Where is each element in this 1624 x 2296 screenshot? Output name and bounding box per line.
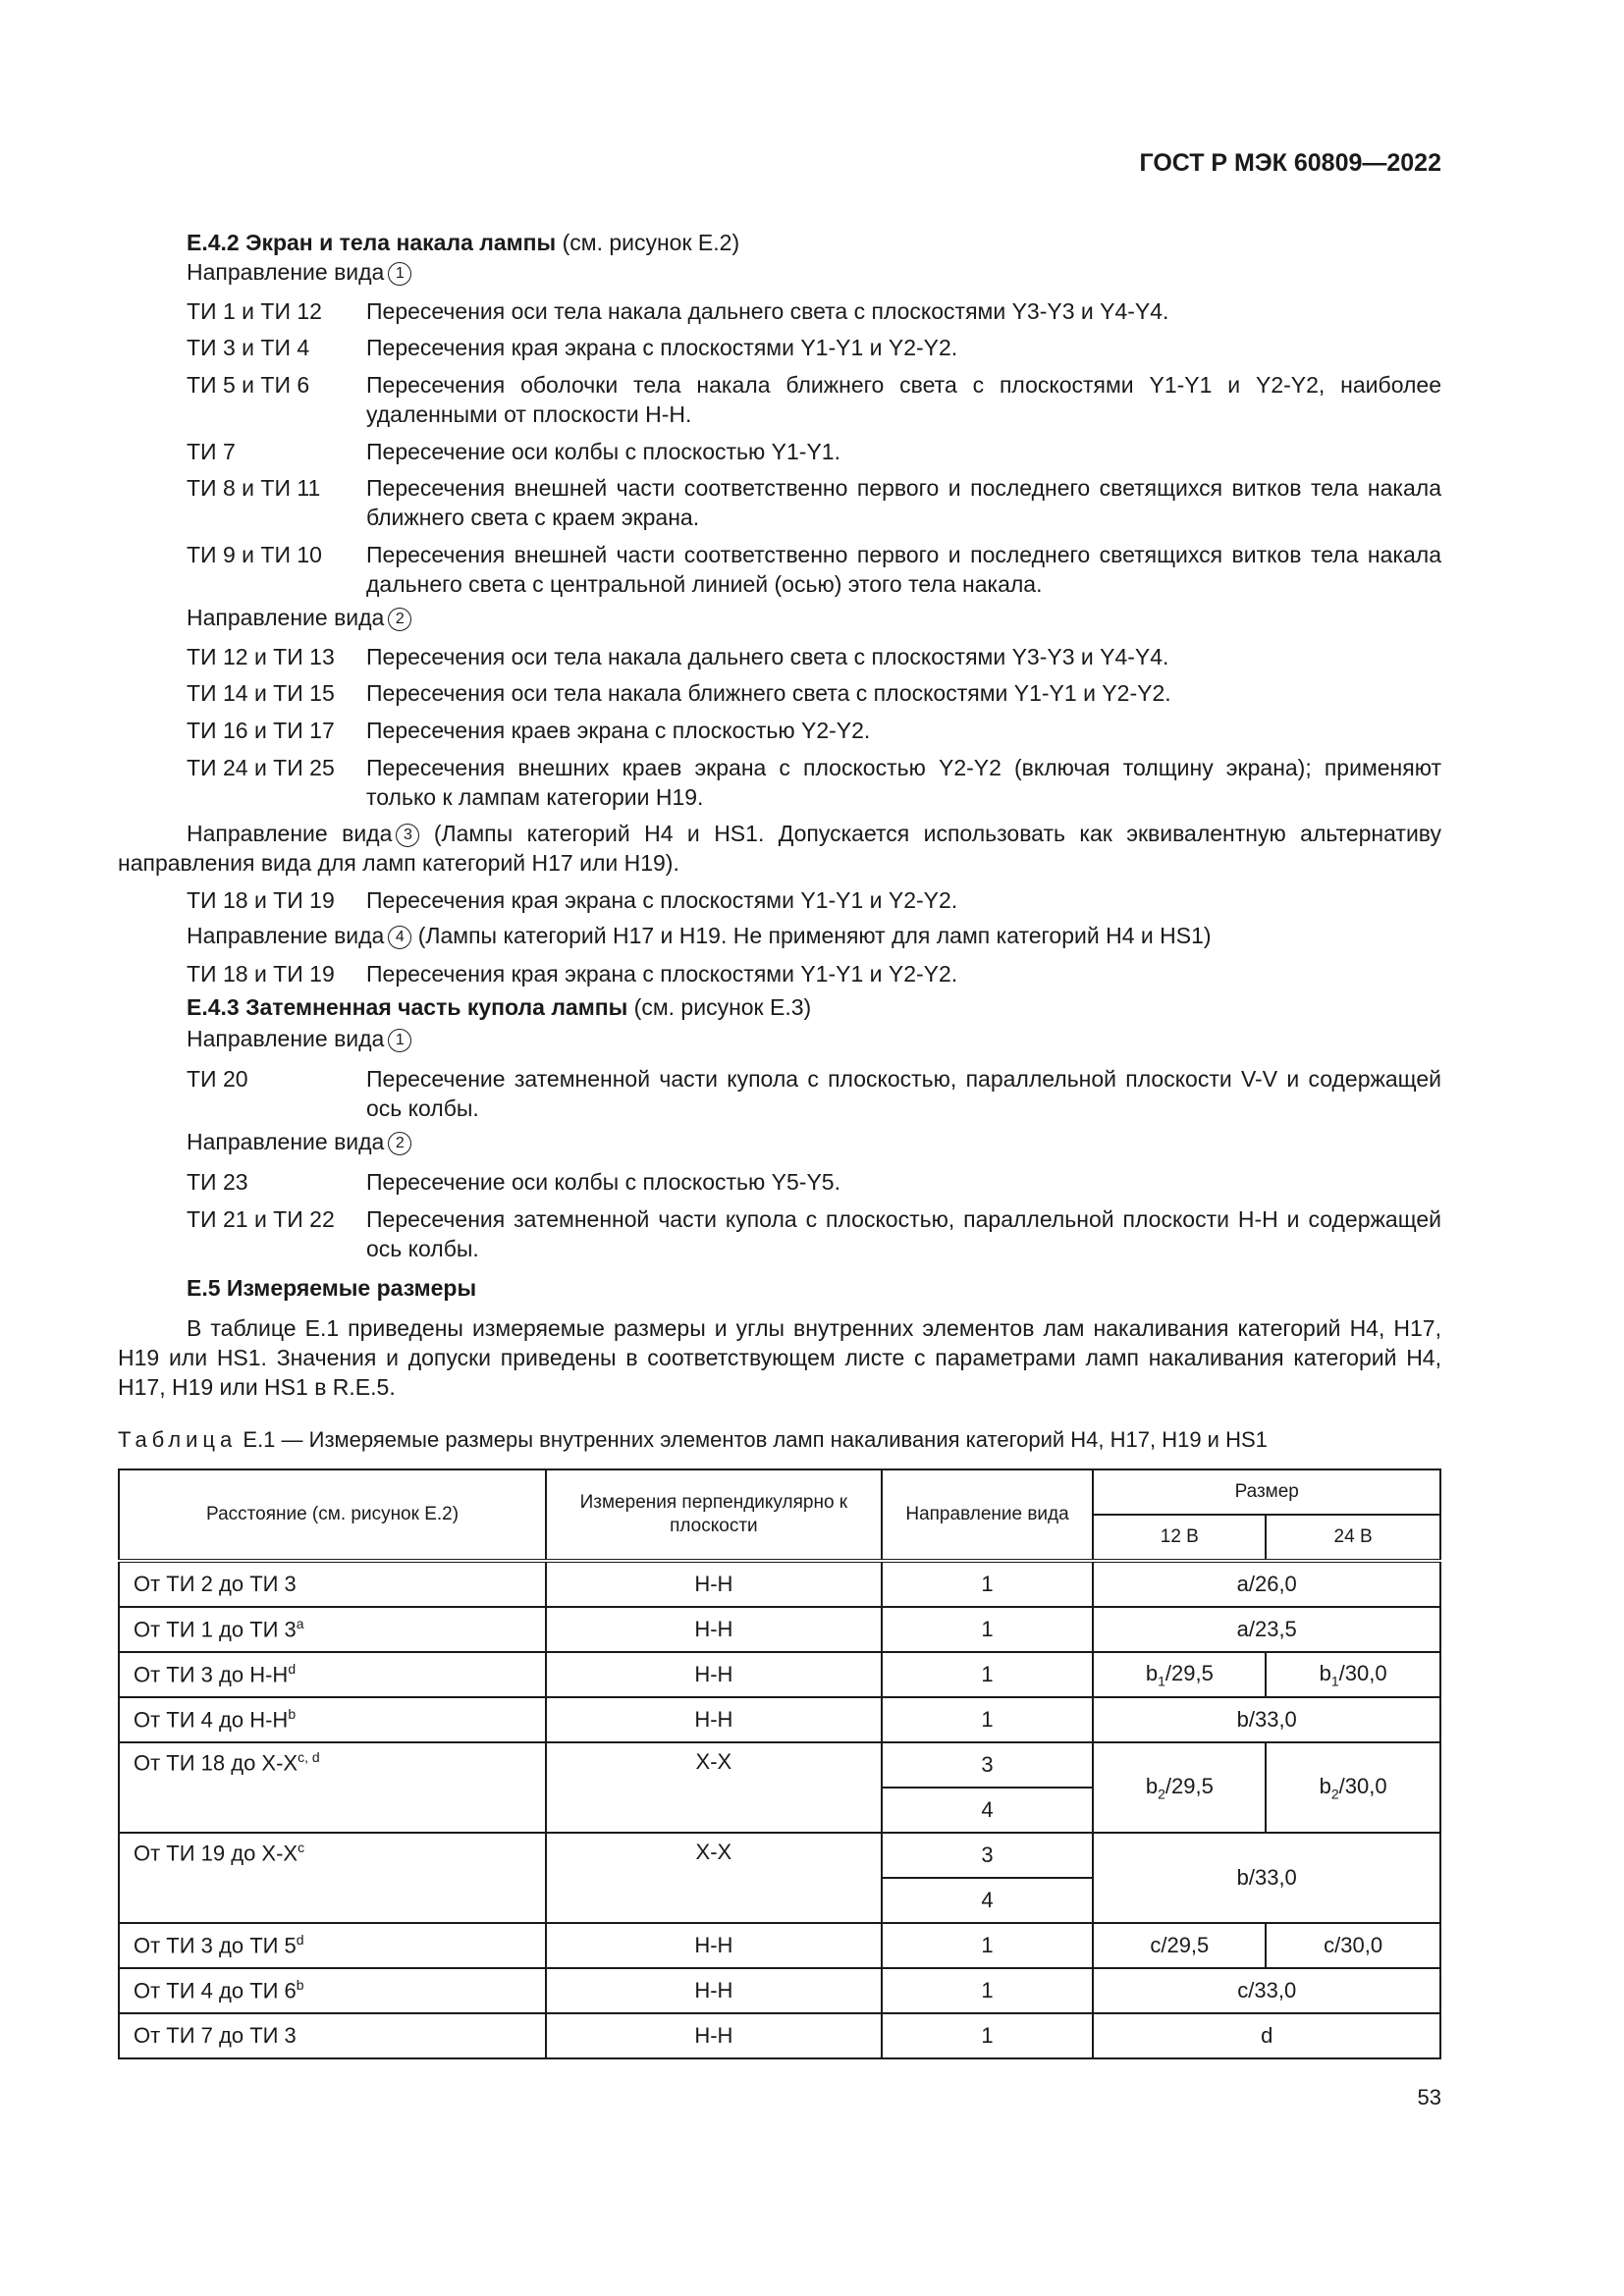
size-cell-v24 <box>1266 1742 1440 1833</box>
list-item <box>187 1064 1441 1123</box>
header-perpendicular: Измерения перпендикулярно к плоскости <box>546 1469 882 1561</box>
table-row <box>119 2013 1440 2058</box>
list-item <box>187 885 1441 915</box>
item-label: ТИ 20 <box>187 1066 248 1092</box>
distance-cell <box>119 1561 546 1607</box>
distance-text: От ТИ 19 до X-X <box>134 1841 298 1866</box>
distance-cell <box>119 1607 546 1652</box>
item-label: ТИ 18 и ТИ 19 <box>187 887 335 913</box>
direction-cell: 1 <box>882 1561 1094 1607</box>
size-cell-v12 <box>1093 1652 1266 1697</box>
item-label: ТИ 8 и ТИ 11 <box>187 475 321 501</box>
distance-text: От ТИ 4 до H-H <box>134 1707 289 1733</box>
item-text: Пересечения края экрана с плоскостями Y1-Y1 и Y2-Y2. <box>366 335 958 360</box>
item-text: Пересечение оси колбы с плоскостью Y5-Y5. <box>366 1169 840 1195</box>
measurements-table <box>118 1468 1441 2059</box>
footnote-ref: c, d <box>298 1749 320 1765</box>
item-text: Пересечения оси тела накала дальнего света с плоскостями Y3-Y3 и Y4-Y4. <box>366 644 1169 669</box>
paragraph: В таблице Е.1 приведены измеряемые размеры и углы внутренних элементов лам накаливания категорий H4, H17, H19 или HS1. Значения и допуски приведены в соответствующем листе с параметрами ламп накаливания категорий H4, H17, H19 или HS1 в R.E.5. <box>118 1315 1441 1400</box>
heading-ref: (см. рисунок Е.2) <box>562 230 740 255</box>
item-text: Пересечения края экрана с плоскостями Y1-Y1 и Y2-Y2. <box>366 887 958 913</box>
distance-cell <box>119 1652 546 1697</box>
circled-number: 1 <box>388 1029 411 1052</box>
heading-text: Е.4.3 Затемненная часть купола лампы <box>187 994 628 1020</box>
item-label: ТИ 12 и ТИ 13 <box>187 644 335 669</box>
direction-cell: 1 <box>882 2013 1094 2058</box>
list-item <box>187 1167 1441 1197</box>
list-item <box>187 1204 1441 1263</box>
direction-cell: 4 <box>882 1788 1094 1833</box>
header-direction: Направление вида <box>882 1469 1094 1561</box>
size-cell: a/23,5 <box>1093 1607 1440 1652</box>
item-label: ТИ 16 и ТИ 17 <box>187 718 335 743</box>
item-label: ТИ 3 и ТИ 4 <box>187 335 310 360</box>
perpendicular-cell: H-H <box>546 1607 882 1652</box>
item-text: Пересечения внешних краев экрана с плоскостью Y2-Y2 (включая толщину экрана); применяют только к лампам категории H19. <box>366 755 1441 810</box>
size-subscript: 1 <box>1330 1673 1339 1689</box>
table-row <box>119 1561 1440 1607</box>
list-item <box>187 370 1441 429</box>
section-heading-e5: Е.5 Измеряемые размеры <box>187 1275 477 1301</box>
item-label: ТИ 18 и ТИ 19 <box>187 961 335 987</box>
list-item <box>187 716 1441 745</box>
direction-cell: 4 <box>882 1878 1094 1923</box>
item-text: Пересечение оси колбы с плоскостью Y1-Y1. <box>366 439 840 464</box>
item-label: ТИ 24 и ТИ 25 <box>187 755 335 780</box>
caption-prefix: Таблица <box>118 1427 238 1452</box>
view-direction-1 <box>187 259 411 286</box>
size-value: b <box>1145 1660 1159 1685</box>
list-item <box>187 437 1441 466</box>
distance-text: От ТИ 2 до ТИ 3 <box>134 1572 297 1596</box>
distance-text: От ТИ 18 до X-X <box>134 1750 298 1776</box>
perpendicular-cell: X-X <box>546 1833 882 1923</box>
size-value: b <box>1319 1660 1331 1685</box>
size-subscript: 2 <box>1330 1786 1339 1802</box>
dir-label: Направление вида <box>187 1129 385 1154</box>
item-label: ТИ 14 и ТИ 15 <box>187 680 335 706</box>
table-row <box>119 1607 1440 1652</box>
size-cell: a/26,0 <box>1093 1561 1440 1607</box>
section-heading-e42 <box>187 230 739 256</box>
circled-number: 4 <box>388 926 411 949</box>
item-text: Пересечения оболочки тела накала ближнего света с плоскостями Y1-Y1 и Y2-Y2, наиболее удаленными от плоскости H-H. <box>366 372 1441 427</box>
view-direction-4 <box>187 923 1212 949</box>
item-text: Пересечения затемненной части купола с плоскостью, параллельной плоскости H-H и содержащей ось колбы. <box>366 1206 1441 1261</box>
size-value-rest: /30,0 <box>1338 1773 1387 1798</box>
size-value-rest: /30,0 <box>1338 1660 1387 1685</box>
size-value-rest: /29,5 <box>1164 1773 1214 1798</box>
item-label: ТИ 23 <box>187 1169 248 1195</box>
distance-text: От ТИ 7 до ТИ 3 <box>134 2023 297 2048</box>
item-text: Пересечение затемненной части купола с плоскостью, параллельной плоскости V-V и содержащей ось колбы. <box>366 1066 1441 1121</box>
size-cell-v12 <box>1093 1742 1266 1833</box>
view-direction-2 <box>187 605 411 631</box>
table-row <box>119 1968 1440 2013</box>
circled-number: 2 <box>388 608 411 631</box>
item-label: ТИ 9 и ТИ 10 <box>187 542 322 567</box>
perpendicular-cell: H-H <box>546 1968 882 2013</box>
view-direction-2 <box>187 1129 411 1155</box>
distance-cell <box>119 1697 546 1742</box>
page-number: 53 <box>1417 2085 1441 2109</box>
distance-cell <box>119 1833 546 1923</box>
document-id: ГОСТ Р МЭК 60809—2022 <box>1139 149 1441 177</box>
dir-label: Направление вида <box>187 259 385 285</box>
heading-text: Е.4.2 Экран и тела накала лампы <box>187 230 557 255</box>
footnote-ref: a <box>296 1616 304 1632</box>
item-label: ТИ 5 и ТИ 6 <box>187 372 310 398</box>
size-value: b <box>1145 1773 1159 1798</box>
distance-text: От ТИ 4 до ТИ 6 <box>134 1978 297 2003</box>
list-item <box>187 333 1441 362</box>
direction-cell: 1 <box>882 1652 1094 1697</box>
item-label: ТИ 1 и ТИ 12 <box>187 298 322 324</box>
list-item <box>187 296 1441 326</box>
size-cell: b/33,0 <box>1093 1833 1440 1923</box>
item-label: ТИ 21 и ТИ 22 <box>187 1206 335 1232</box>
list-item <box>187 540 1441 599</box>
item-label: ТИ 7 <box>187 439 236 464</box>
item-text: Пересечения внешней части соответственно первого и последнего светящихся витков тела накала дальнего света с центральной линией (осью) этого тела накала. <box>366 542 1441 597</box>
direction-cell: 1 <box>882 1697 1094 1742</box>
table-row <box>119 1742 1440 1788</box>
distance-text: От ТИ 3 до H-H <box>134 1662 289 1687</box>
direction-cell: 3 <box>882 1833 1094 1878</box>
distance-text: От ТИ 3 до ТИ 5 <box>134 1933 297 1958</box>
dir-note: (Лампы категорий H4 и HS1. Допускается использовать как эквивалентную альтернативу направления вида для ламп категорий H17 или H19). <box>118 821 1442 876</box>
perpendicular-cell: H-H <box>546 2013 882 2058</box>
list-item <box>187 642 1441 671</box>
dir-label: Направление вида <box>187 605 385 630</box>
distance-cell <box>119 1968 546 2013</box>
perpendicular-cell: H-H <box>546 1561 882 1607</box>
table-row <box>119 1833 1440 1878</box>
circled-number: 2 <box>388 1132 411 1155</box>
header-12v: 12 В <box>1093 1515 1266 1561</box>
list-item <box>187 753 1441 812</box>
direction-cell: 1 <box>882 1923 1094 1968</box>
size-cell-v12 <box>1093 1923 1266 1968</box>
footnote-ref: c <box>298 1840 305 1855</box>
direction-cell: 1 <box>882 1607 1094 1652</box>
size-value-rest: /29,5 <box>1164 1660 1214 1685</box>
table-row <box>119 1697 1440 1742</box>
list-item <box>187 678 1441 708</box>
dir-label: Направление вида <box>187 821 393 846</box>
table-caption <box>118 1427 1268 1453</box>
direction-cell: 3 <box>882 1742 1094 1788</box>
size-subscript: 2 <box>1158 1786 1165 1802</box>
table-row <box>119 1652 1440 1697</box>
perpendicular-cell: H-H <box>546 1697 882 1742</box>
item-text: Пересечения краев экрана с плоскостью Y2-Y2. <box>366 718 871 743</box>
header-size: Размер <box>1093 1469 1440 1515</box>
footnote-ref: b <box>296 1977 304 1994</box>
item-text: Пересечения оси тела накала дальнего света с плоскостями Y3-Y3 и Y4-Y4. <box>366 298 1169 324</box>
item-text: Пересечения края экрана с плоскостями Y1-Y1 и Y2-Y2. <box>366 961 958 987</box>
footnote-ref: b <box>288 1706 297 1723</box>
table-row <box>119 1923 1440 1968</box>
distance-text: От ТИ 1 до ТИ 3 <box>134 1617 297 1642</box>
footnote-ref: d <box>296 1932 304 1949</box>
size-value: c/30,0 <box>1324 1933 1383 1957</box>
item-text: Пересечения внешней части соответственно первого и последнего светящихся витков тела накала ближнего света с краем экрана. <box>366 475 1441 530</box>
distance-cell <box>119 1742 546 1833</box>
direction-cell: 1 <box>882 1968 1094 2013</box>
perpendicular-cell: H-H <box>546 1652 882 1697</box>
circled-number: 3 <box>396 824 419 847</box>
size-cell-v24 <box>1266 1923 1440 1968</box>
view-direction-1 <box>187 1026 411 1052</box>
size-cell: c/33,0 <box>1093 1968 1440 2013</box>
header-24v: 24 В <box>1266 1515 1440 1561</box>
size-subscript: 1 <box>1158 1673 1165 1689</box>
size-value: b <box>1319 1773 1331 1798</box>
footnote-ref: d <box>288 1661 297 1678</box>
view-direction-3 <box>118 819 1441 878</box>
size-cell: b/33,0 <box>1093 1697 1440 1742</box>
dir-note: (Лампы категорий H17 и H19. Не применяют для ламп категорий H4 и HS1) <box>417 923 1212 948</box>
heading-ref: (см. рисунок Е.3) <box>633 994 812 1020</box>
perpendicular-cell: H-H <box>546 1923 882 1968</box>
item-text: Пересечения оси тела накала ближнего света с плоскостями Y1-Y1 и Y2-Y2. <box>366 680 1171 706</box>
section-heading-e43 <box>187 994 811 1021</box>
size-cell-v24 <box>1266 1652 1440 1697</box>
distance-cell <box>119 1923 546 1968</box>
header-distance: Расстояние (см. рисунок Е.2) <box>119 1469 546 1561</box>
size-cell: d <box>1093 2013 1440 2058</box>
distance-cell <box>119 2013 546 2058</box>
circled-number: 1 <box>388 262 411 286</box>
list-item <box>187 959 1441 988</box>
list-item <box>187 473 1441 532</box>
size-value: c/29,5 <box>1150 1933 1210 1957</box>
dir-label: Направление вида <box>187 923 385 948</box>
caption-text: Е.1 — Измеряемые размеры внутренних элементов ламп накаливания категорий H4, H17, H19 и HS1 <box>243 1427 1268 1452</box>
perpendicular-cell: X-X <box>546 1742 882 1833</box>
dir-label: Направление вида <box>187 1026 385 1051</box>
